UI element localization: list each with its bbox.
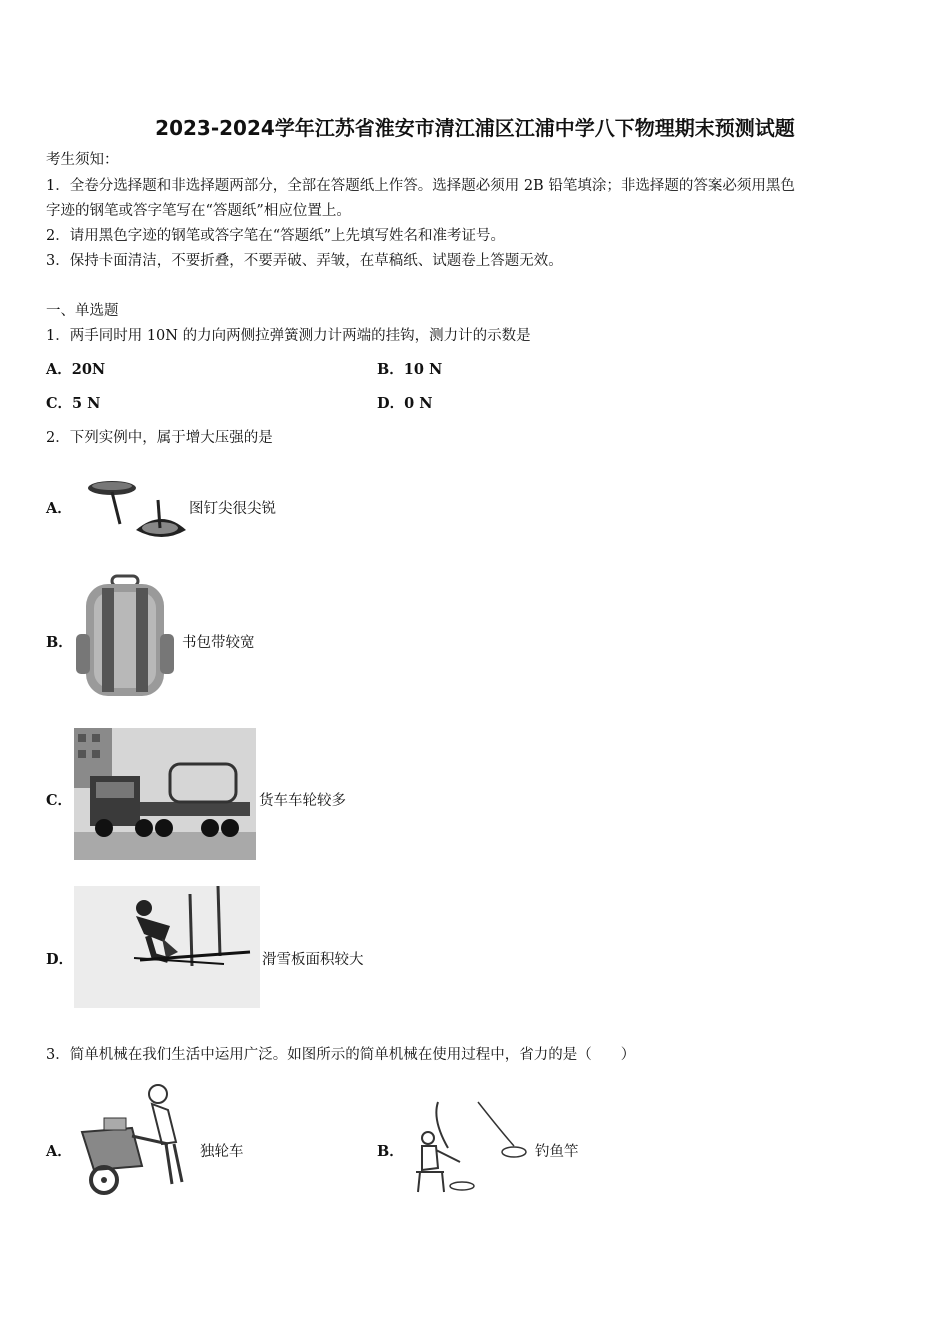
backpack-image [74,574,176,700]
q2-option-b-label: B． [46,634,73,651]
notice-line-3: 3．保持卡面清洁，不要折叠，不要弄破、弄皱，在草稿纸、试题卷上答题无效。 [46,253,563,269]
q2-option-a-label: A． [46,500,72,517]
q2-option-a-text: 图钉尖很尖锐 [189,501,276,517]
q1-stem: 1．两手同时用 10N 的力向两侧拉弹簧测力计两端的挂钩，测力计的示数是 [46,328,531,344]
q1-option-c: C．5 N [46,395,101,412]
q3-option-b-label: B． [377,1143,404,1160]
thumbtack-image [80,472,190,552]
notice-heading: 考生须知： [46,152,119,168]
q3-stem: 3．简单机械在我们生活中运用广泛。如图所示的简单机械在使用过程中，省力的是（ ） [46,1047,636,1063]
q2-option-d-label: D． [46,951,74,968]
notice-line-1b: 字迹的钢笔或答字笔写在“答题纸”相应位置上。 [46,203,351,219]
q1-option-a: A．20N [46,361,106,378]
q3-option-b-text: 钓鱼竿 [535,1144,579,1160]
skier-image [74,886,260,1008]
truck-image [74,728,256,860]
q2-option-b-text: 书包带较宽 [182,635,255,651]
page-title: 2023-2024学年江苏省淮安市清江浦区江浦中学八下物理期末预测试题 [155,116,795,140]
q2-option-c-text: 货车车轮较多 [259,793,346,809]
q1-option-d: D．0 N [377,395,433,412]
q3-option-a-label: A． [46,1143,72,1160]
q2-stem: 2．下列实例中，属于增大压强的是 [46,430,273,446]
notice-line-1a: 1．全卷分选择题和非选择题两部分，全部在答题纸上作答。选择题必须用 2B 铅笔填涂；非选择题的答案必须用黑色 [46,178,795,194]
q3-option-a-text: 独轮车 [200,1144,244,1160]
section-heading: 一、单选题 [46,303,119,319]
notice-line-2: 2．请用黑色字迹的钢笔或答字笔在“答题纸”上先填写姓名和准考证号。 [46,228,506,244]
fishing-rod-image [408,1100,528,1200]
q2-option-c-label: C． [46,792,73,809]
wheelbarrow-image [76,1080,194,1198]
q2-option-d-text: 滑雪板面积较大 [262,952,364,968]
q1-option-b: B．10 N [377,361,443,378]
